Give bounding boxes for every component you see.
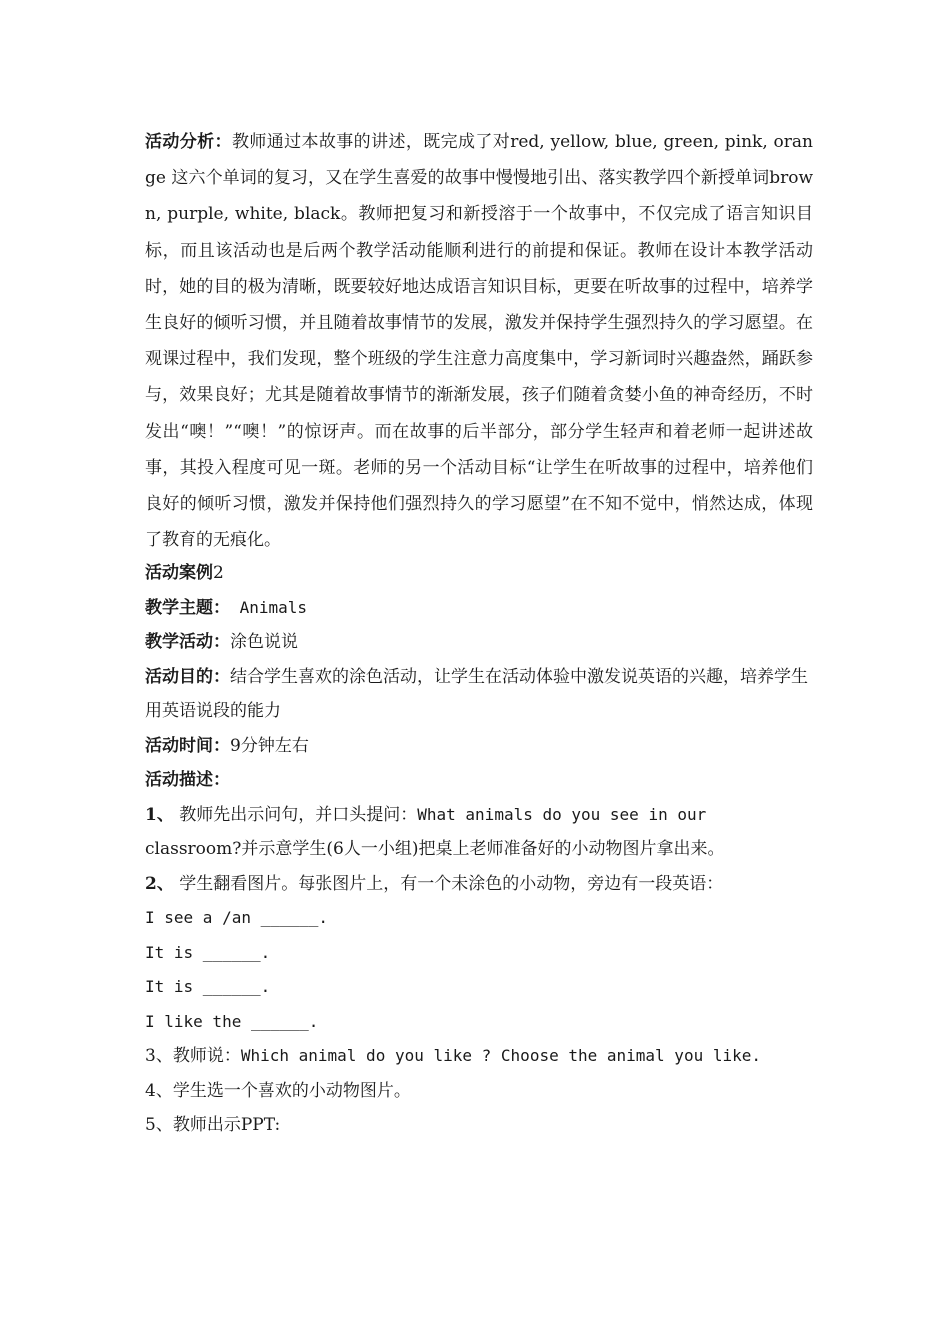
step-5-line bbox=[145, 1108, 813, 1143]
step-1-question-end: classroom? bbox=[145, 839, 242, 860]
step-3-text: 3、教师说： bbox=[145, 1046, 241, 1067]
activity-label: 教学活动： bbox=[145, 632, 230, 653]
step-2-text: 学生翻看图片。每张图片上，有一个未涂色的小动物，旁边有一段英语： bbox=[173, 873, 724, 894]
step-5-ppt: PPT: bbox=[240, 1115, 281, 1136]
time-label: 活动时间： bbox=[145, 735, 230, 756]
purpose-row bbox=[145, 660, 813, 729]
step-1-line-1 bbox=[145, 798, 813, 833]
analysis-paragraph bbox=[145, 124, 813, 558]
description-label: 活动描述： bbox=[145, 770, 230, 791]
template-line-1: I see a /an ______. bbox=[145, 908, 329, 928]
template-line-4: I like the ______. bbox=[145, 1011, 319, 1031]
purpose-value: 结合学生喜欢的涂色活动，让学生在活动体验中激发说英语的兴趣，培养学生用英语说段的能力 bbox=[145, 666, 808, 722]
step-3-line bbox=[145, 1039, 813, 1074]
template-line-3: It is ______. bbox=[145, 977, 271, 997]
purpose-label: 活动目的： bbox=[145, 666, 230, 687]
description-heading bbox=[145, 763, 813, 798]
theme-row bbox=[145, 591, 813, 626]
step-5-text: 5、教师出示 bbox=[145, 1115, 241, 1136]
template-line-2: It is ______. bbox=[145, 942, 271, 962]
step-2-number: 2、 bbox=[145, 873, 174, 894]
document-page bbox=[145, 124, 813, 1143]
step-1-text: 教师先出示问句，并口头提问： bbox=[173, 804, 418, 825]
time-value: 9分钟左右 bbox=[230, 735, 309, 756]
step-1-text-continued: 并示意学生(6人一小组)把桌上老师准备好的小动物图片拿出来。 bbox=[241, 839, 725, 860]
step-3-quote: Which animal do you like ? Choose the animal you like. bbox=[240, 1046, 761, 1066]
theme-label: 教学主题： bbox=[145, 597, 230, 618]
analysis-text: 教师通过本故事的讲述，既完成了对red, yellow, blue, green, pink, orange 这六个单词的复习，又在学生喜爱的故事中慢慢地引出、落实教学四个新授单词brown, purple, white, black。教师把复习和新授溶于一个故事中，不仅完成了语言知识目标，而且该活动也是后两个教学活动能顺利进行的前提和保证。教师在设计本教学活动时，她的目的极为清晰，既要较好地达成语言知识目标，更要在听故事的过程中，培养学生良好的倾听习惯，并且随着故事情节的发展，激发并保持学生强烈持久的学习愿望。在观课过程中，我们发现，整个班级的学生注意力高度集中，学习新词时兴趣盎然，踊跃参与，效果良好；尤其是随着故事情节的渐渐发展，孩子们随着贪婪小鱼的神奇经历，不时发出“噢！”“噢！”的惊讶声。而在故事的后半部分，部分学生轻声和着老师一起讲述故事，其投入程度可见一斑。老师的另一个活动目标“让学生在听故事的过程中，培养他们良好的倾听习惯，激发并保持他们强烈持久的学习愿望”在不知不觉中，悄然达成，体现了教育的无痕化。 bbox=[145, 132, 813, 551]
step-1-question: What animals do you see in our bbox=[417, 804, 707, 824]
theme-value: Animals bbox=[230, 597, 308, 617]
activity-row bbox=[145, 625, 813, 660]
step-2-line bbox=[145, 867, 813, 902]
case-title-number: 2 bbox=[213, 563, 224, 584]
case-title bbox=[145, 556, 813, 591]
step-1-line-2 bbox=[145, 832, 813, 867]
step-1-number: 1、 bbox=[145, 804, 174, 825]
activity-value: 涂色说说 bbox=[230, 632, 298, 653]
step-4-line: 4、学生选一个喜欢的小动物图片。 bbox=[145, 1080, 411, 1101]
analysis-label: 活动分析： bbox=[145, 132, 232, 152]
time-row bbox=[145, 729, 813, 764]
case-title-label: 活动案例 bbox=[145, 563, 213, 584]
